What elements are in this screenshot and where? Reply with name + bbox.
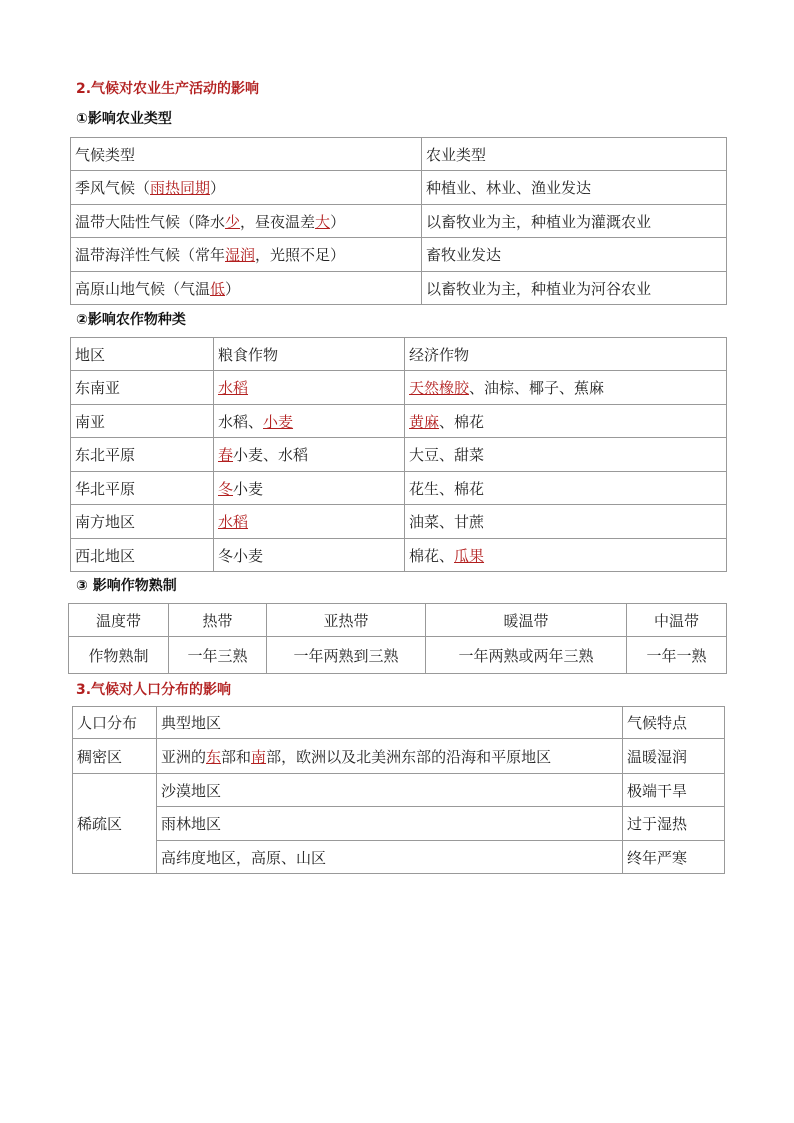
header-cell: 经济作物 xyxy=(405,338,727,371)
table-row xyxy=(71,405,727,438)
rotation-cell: 一年三熟 xyxy=(169,637,267,674)
region-cell: 东北平原 xyxy=(71,438,214,472)
table-header-row xyxy=(71,338,727,371)
zone-cell: 热带 xyxy=(169,604,267,637)
text-segment: 小麦 xyxy=(233,479,264,498)
text-segment: 小麦、水稻 xyxy=(233,446,309,464)
region-cell: 华北平原 xyxy=(71,472,214,505)
table-row xyxy=(71,539,727,572)
text-segment: 、油棕、椰子、蕉麻 xyxy=(469,379,605,397)
rotation-cell: 一年两熟到三熟 xyxy=(267,637,426,674)
agri-cell: 以畜牧业为主，种植业为河谷农业 xyxy=(422,272,727,305)
text-segment: 、棉花 xyxy=(439,412,485,431)
header-cell: 粮食作物 xyxy=(214,338,405,371)
cash-cell xyxy=(405,371,727,405)
table-header-row xyxy=(71,138,727,171)
climate-cell xyxy=(71,171,422,205)
region-cell xyxy=(157,739,623,774)
region-cell: 沙漠地区 xyxy=(157,774,623,807)
text-segment: 水稻、 xyxy=(218,412,264,431)
highlight-text: 少 xyxy=(225,212,241,231)
header-cell: 典型地区 xyxy=(157,707,623,739)
rotation-cell: 一年两熟或两年三熟 xyxy=(426,637,627,674)
highlight-text: 水稻 xyxy=(218,513,249,531)
agri-cell: 畜牧业发达 xyxy=(422,238,727,272)
climate-cell: 温暖湿润 xyxy=(623,739,725,774)
climate-cell xyxy=(71,205,422,238)
crop-type-table xyxy=(70,337,727,572)
population-table xyxy=(72,706,725,874)
text-segment: ） xyxy=(330,212,346,231)
table-row xyxy=(71,272,727,305)
text-segment: 油菜、甘蔗 xyxy=(409,513,485,531)
agri-type-table xyxy=(70,137,727,305)
highlight-text: 湿润 xyxy=(225,246,256,264)
table-row xyxy=(71,438,727,472)
grain-cell xyxy=(214,539,405,572)
header-cell: 农业类型 xyxy=(422,138,727,171)
cash-cell xyxy=(405,472,727,505)
text-segment: 大豆、甜菜 xyxy=(409,446,485,464)
climate-cell xyxy=(71,238,422,272)
sub1-title: ①影响农业类型 xyxy=(76,111,172,127)
agri-cell: 种植业、林业、渔业发达 xyxy=(422,171,727,205)
table-row xyxy=(69,637,727,674)
text-segment: 花生、棉花 xyxy=(409,479,485,498)
text-segment: 温带大陆性气候（降水 xyxy=(75,212,226,231)
section3-title: 3.气候对人口分布的影响 xyxy=(76,682,232,698)
sub3-title: ③ 影响作物熟制 xyxy=(76,578,177,594)
table-row xyxy=(69,604,727,637)
distribution-cell: 稀疏区 xyxy=(73,774,157,874)
region-cell: 雨林地区 xyxy=(157,807,623,841)
zone-cell: 中温带 xyxy=(627,604,727,637)
table-row xyxy=(73,739,725,774)
crop-rotation-table xyxy=(68,603,727,674)
header-cell: 气候类型 xyxy=(71,138,422,171)
grain-cell xyxy=(214,438,405,472)
header-cell: 气候特点 xyxy=(623,707,725,739)
highlight-text: 黄麻 xyxy=(409,412,440,431)
grain-cell xyxy=(214,405,405,438)
highlight-text: 雨热同期 xyxy=(150,179,211,197)
region-cell: 南方地区 xyxy=(71,505,214,539)
text-segment: ） xyxy=(225,279,241,298)
text-segment: 亚洲的 xyxy=(161,747,207,766)
grain-cell xyxy=(214,472,405,505)
distribution-cell: 稠密区 xyxy=(73,739,157,774)
highlight-text: 低 xyxy=(210,279,226,298)
sub2-title: ②影响农作物种类 xyxy=(76,312,186,328)
zone-cell: 亚热带 xyxy=(267,604,426,637)
text-segment: 温带海洋性气候（常年 xyxy=(75,246,226,264)
table-row xyxy=(71,205,727,238)
grain-cell xyxy=(214,371,405,405)
cash-cell xyxy=(405,505,727,539)
highlight-text: 天然橡胶 xyxy=(409,379,470,397)
agri-cell: 以畜牧业为主，种植业为灌溉农业 xyxy=(422,205,727,238)
table-row xyxy=(73,841,725,874)
text-segment: 冬小麦 xyxy=(218,546,264,565)
highlight-text: 大 xyxy=(315,212,331,231)
highlight-text: 东 xyxy=(206,747,222,766)
zone-cell: 暖温带 xyxy=(426,604,627,637)
text-segment: 部，欧洲以及北美洲东部的沿海和平原地区 xyxy=(266,747,552,766)
region-cell: 西北地区 xyxy=(71,539,214,572)
rotation-cell: 作物熟制 xyxy=(69,637,169,674)
table-row xyxy=(71,171,727,205)
climate-cell: 过于湿热 xyxy=(623,807,725,841)
section2-title: 2.气候对农业生产活动的影响 xyxy=(76,81,260,97)
table-row xyxy=(71,472,727,505)
climate-cell xyxy=(71,272,422,305)
table-row xyxy=(71,238,727,272)
text-segment: ，昼夜温差 xyxy=(240,212,316,231)
cash-cell xyxy=(405,405,727,438)
climate-cell: 极端干旱 xyxy=(623,774,725,807)
table-header-row xyxy=(73,707,725,739)
cash-cell xyxy=(405,438,727,472)
cash-cell xyxy=(405,539,727,572)
header-cell: 地区 xyxy=(71,338,214,371)
text-segment: 部和 xyxy=(221,747,252,766)
zone-cell: 温度带 xyxy=(69,604,169,637)
region-cell: 南亚 xyxy=(71,405,214,438)
region-cell: 高纬度地区，高原、山区 xyxy=(157,841,623,874)
highlight-text: 冬 xyxy=(218,479,234,498)
text-segment: ） xyxy=(210,179,226,197)
table-row xyxy=(73,807,725,841)
text-segment: 季风气候（ xyxy=(75,179,151,197)
grain-cell xyxy=(214,505,405,539)
text-segment: ，光照不足） xyxy=(255,246,346,264)
highlight-text: 春 xyxy=(218,446,234,464)
table-row xyxy=(73,774,725,807)
region-cell: 东南亚 xyxy=(71,371,214,405)
header-cell: 人口分布 xyxy=(73,707,157,739)
highlight-text: 小麦 xyxy=(263,412,294,431)
climate-cell: 终年严寒 xyxy=(623,841,725,874)
text-segment: 高原山地气候（气温 xyxy=(75,279,211,298)
table-row xyxy=(71,505,727,539)
highlight-text: 瓜果 xyxy=(454,546,485,565)
highlight-text: 南 xyxy=(251,747,267,766)
text-segment: 棉花、 xyxy=(409,546,455,565)
rotation-cell: 一年一熟 xyxy=(627,637,727,674)
table-row xyxy=(71,371,727,405)
highlight-text: 水稻 xyxy=(218,379,249,397)
